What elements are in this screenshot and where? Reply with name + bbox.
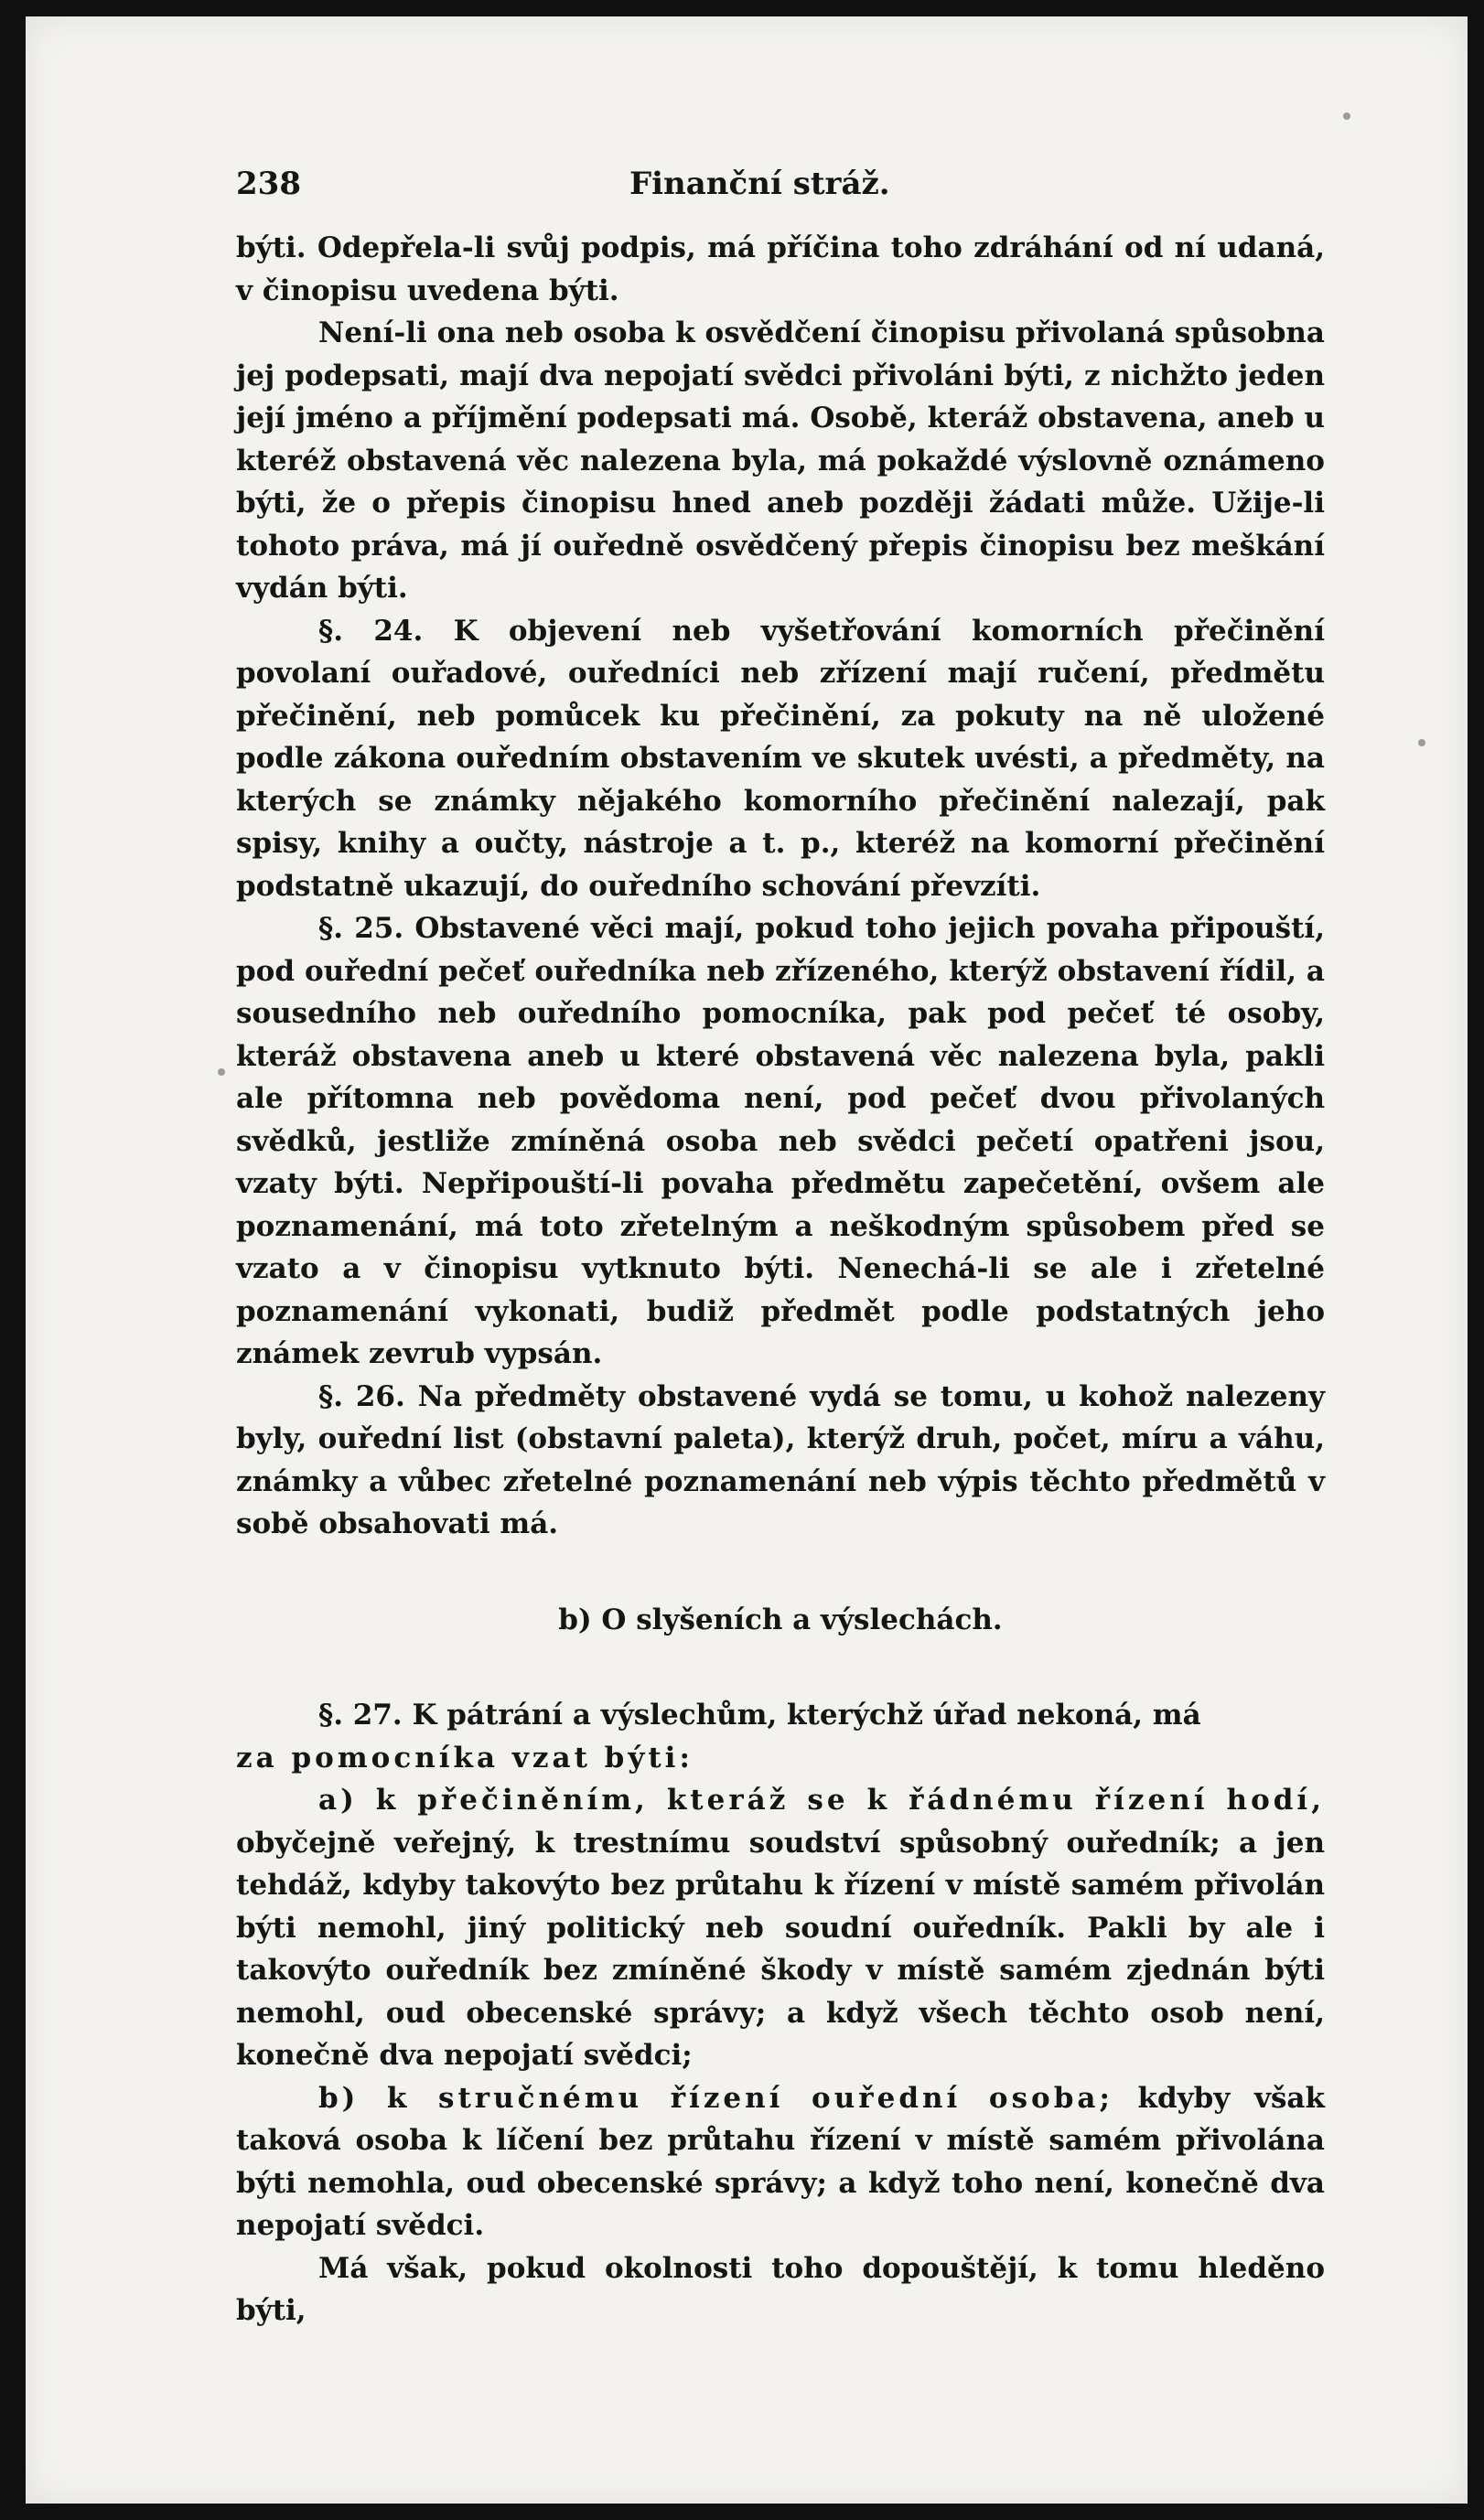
item-a-start: a) k přečiněním, kteráž se k řádnému řízení hodí, — [318, 1784, 1325, 1817]
section-27-lead-text: §. 27. K pátrání a výslechům, kterýchž úřad nekoná, má — [318, 1699, 1201, 1732]
page-number: 238 — [236, 166, 301, 202]
section-27-lead — [236, 1694, 1325, 1737]
item-a-rest: obyčejně veřejný, k trestnímu soudství spůsobný ouředník; a jen tehdáž, kdyby takovýto bez průtahu k řízení v místě samém přivolán býti nemohl, jiný politický neb soudní ouředník. Pakli by ale i takovýto ouředník bez zmíněné škody v místě samém zjednán býti nemohl, oud obecenské správy; a když všech těchto osob není, konečně dva nepojatí svědci; — [236, 1826, 1325, 2072]
section-heading: b) O slyšeních a výslechách. — [558, 1603, 1003, 1636]
page-header — [236, 163, 1325, 227]
document-text — [236, 163, 1325, 2332]
section-27-lead-continuation: za pomocníka vzat býti: — [236, 1741, 694, 1775]
paragraph-signature-rules: Není-li ona neb osoba k osvědčení činopisu přivolaná spůsobna jej podepsati, mají dva nepojatí svědci přivoláni býti, z nichžto jeden její jméno a příjmění podepsati má. Osobě, kteráž obstavena, aneb u kteréž obstavená věc nalezena byla, má pokaždé výslovně oznámeno býti, že o přepis činopisu hned aneb později žádati může. Užije-li tohoto práva, má jí ouředně osvědčený přepis činopisu bez meškání vydán býti. — [236, 316, 1325, 605]
closing-line: Má však, pokud okolnosti toho dopouštějí, k tomu hleděno býti, — [236, 2251, 1325, 2327]
item-b — [236, 2077, 1325, 2247]
running-title: Finanční stráž. — [629, 166, 890, 202]
paragraph-section-25: §. 25. Obstavené věci mají, pokud toho jejich povaha připouští, pod ouřední pečeť ouředníka neb zřízeného, kterýž obstavení řídil, a sousedního neb ouředního pomocníka, pak pod pečeť té osoby, kteráž obstavena aneb u které obstavená věc nalezena byla, pakli ale přítomna neb povědoma není, pod pečeť dvou přivolaných svědků, jestliže zmíněná osoba neb svědci pečetí opatřeni jsou, vzaty býti. Nepřipouští-li povaha předmětu zapečetění, ovšem ale poznamenání, má toto zřetelným a neškodným spůsobem před se vzato a v činopisu vytknuto býti. Nenechá-li se ale i zřetelné poznamenání vykonati, budiž předmět podle podstatných jeho známek zevrub vypsán. — [236, 912, 1325, 1370]
item-b-rest: kdyby však taková osoba k líčení bez průtahu řízení v místě samém přivolána býti nemohla, oud obecenské správy; a když toho není, konečně dva nepojatí svědci. — [236, 2081, 1325, 2242]
scanned-page — [26, 16, 1468, 2504]
scan-speck — [1343, 113, 1350, 120]
paragraph-opening: býti. Odepřela-li svůj podpis, má příčina toho zdráhání od ní udaná, v činopisu uvedena býti. — [236, 231, 1325, 307]
scan-speck — [218, 1068, 225, 1076]
item-b-start: b) k stručnému řízení ouřední osoba; — [318, 2081, 1113, 2115]
paragraph-section-26: §. 26. Na předměty obstavené vydá se tomu, u kohož nalezeny byly, ouřední list (obstavní paleta), kterýž druh, počet, míru a váhu, známky a vůbec zřetelné poznamenání neb výpis těchto předmětů v sobě obsahovati má. — [236, 1379, 1325, 1540]
paragraph-section-24: §. 24. K objevení neb vyšetřování komorních přečinění povolaní ouřadové, ouředníci neb zřízení mají ručení, předmětu přečinění, neb pomůcek ku přečinění, za pokuty na ně uložené podle zákona ouředním obstavením ve skutek uvésti, a předměty, na kterých se známky nějakého komorního přečinění nalezají, pak spisy, knihy a oučty, nástroje a t. p., kteréž na komorní přečinění podstatně ukazují, do ouředního schování převzíti. — [236, 614, 1325, 903]
scan-speck — [1418, 739, 1425, 746]
item-a — [236, 1779, 1325, 2077]
